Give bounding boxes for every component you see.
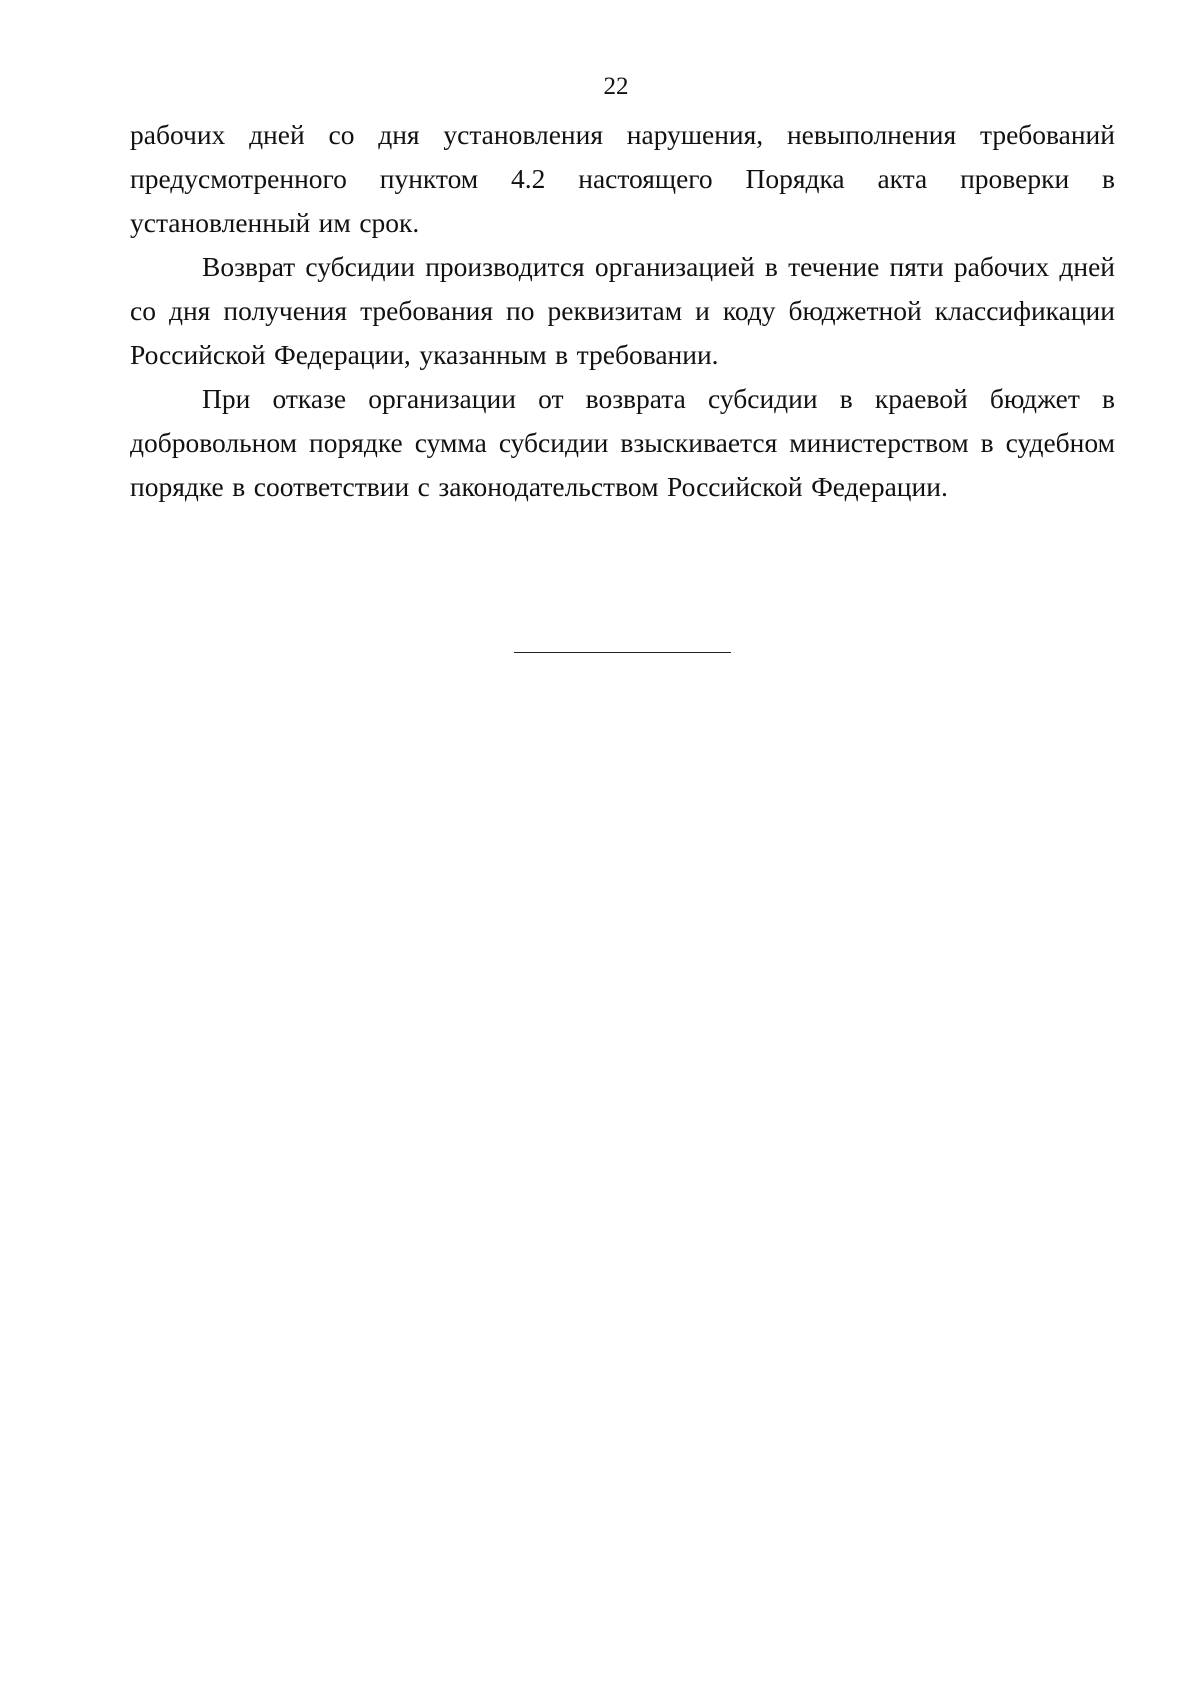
document-body	[130, 113, 1115, 509]
paragraph-subsidy-return: Возврат субсидии производится организацией в течение пяти рабочих дней со дня получения требования по реквизитам и коду бюджетной классификации Российской Федерации, указанным в требовании.	[130, 251, 1115, 370]
end-of-text-rule	[514, 652, 731, 653]
page-number: 22	[603, 73, 629, 100]
paragraph-continuation: рабочих дней со дня установления нарушения, невыполнения требований предусмотренного пунктом 4.2 настоящего Порядка акта проверки в установленный им срок.	[130, 119, 1115, 238]
paragraph-refusal-recovery: При отказе организации от возврата субсидии в краевой бюджет в добровольном порядке сумма субсидии взыскивается министерством в судебном порядке в соответствии с законодательством Российской Федерации.	[130, 383, 1115, 502]
